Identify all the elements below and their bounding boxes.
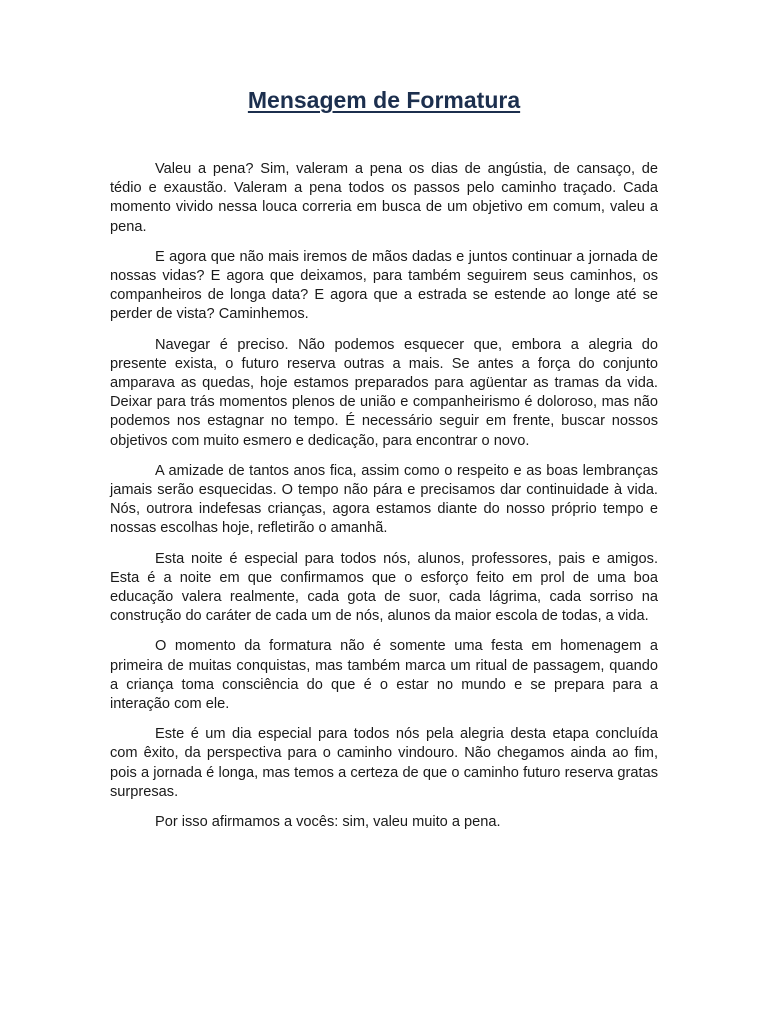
paragraph-8: Por isso afirmamos a vocês: sim, valeu muito a pena. [155,814,501,831]
paragraph-7: Este é um dia especial para todos nós pela alegria desta etapa concluída com êxito, da perspectiva para o caminho vindouro. Não chegamos ainda ao fim, pois a jornada é longa, mas temos a certeza de que o caminho futuro reserva gratas surpresas. [110,726,658,800]
paragraph-1: Valeu a pena? Sim, valeram a pena os dias de angústia, de cansaço, de tédio e exaustão. Valeram a pena todos os passos pelo caminho traçado. Cada momento vivido nessa louca correria em busca de um objetivo em comum, valeu a pena. [110,161,658,235]
paragraph-6: O momento da formatura não é somente uma festa em homenagem a primeira de muitas conquistas, mas também marca um ritual de passagem, quando a criança toma consciência do que é o estar no mundo e se prepara para a interação com ele. [110,638,658,713]
page-title-text: Mensagem de Formatura [247,87,521,113]
paragraph-2: E agora que não mais iremos de mãos dadas e juntos continuar a jornada de nossas vidas? E agora que deixamos, para também seguirem seus caminhos, os companheiros de longa data? E agora que a estrada se estende ao longe até se perder de vista? Caminhemos. [110,248,658,323]
document-body [110,160,658,843]
paragraph-5: Esta noite é especial para todos nós, alunos, professores, pais e amigos. Esta é a noite em que confirmamos que o esforço feito em prol de uma boa educação valera realmente, cada gota de suor, cada lágrima, cada sorriso na construção do caráter de cada um de nós, alunos da maior escola de todas, a vida. [110,550,658,625]
paragraph-3: Navegar é preciso. Não podemos esquecer que, embora a alegria do presente exista, o futuro reserva outras a mais. Se antes a força do conjunto amparava as quedas, hoje estamos preparados para agüentar as tramas da vida. Deixar para trás momentos plenos de união e companheirismo é doloroso, mas não podemos nos estagnar no tempo. É necessário seguir em frente, buscar nossos objetivos com muito esmero e dedicação, para encontrar o novo. [110,336,658,449]
paragraph-4: A amizade de tantos anos fica, assim como o respeito e as boas lembranças jamais serão esquecidas. O tempo não pára e precisamos dar continuidade à vida. Nós, outrora indefesas crianças, agora estamos diante do nosso próprio tempo e nossas escolhas hoje, refletirão o amanhã. [110,462,658,537]
page-title [0,86,768,114]
